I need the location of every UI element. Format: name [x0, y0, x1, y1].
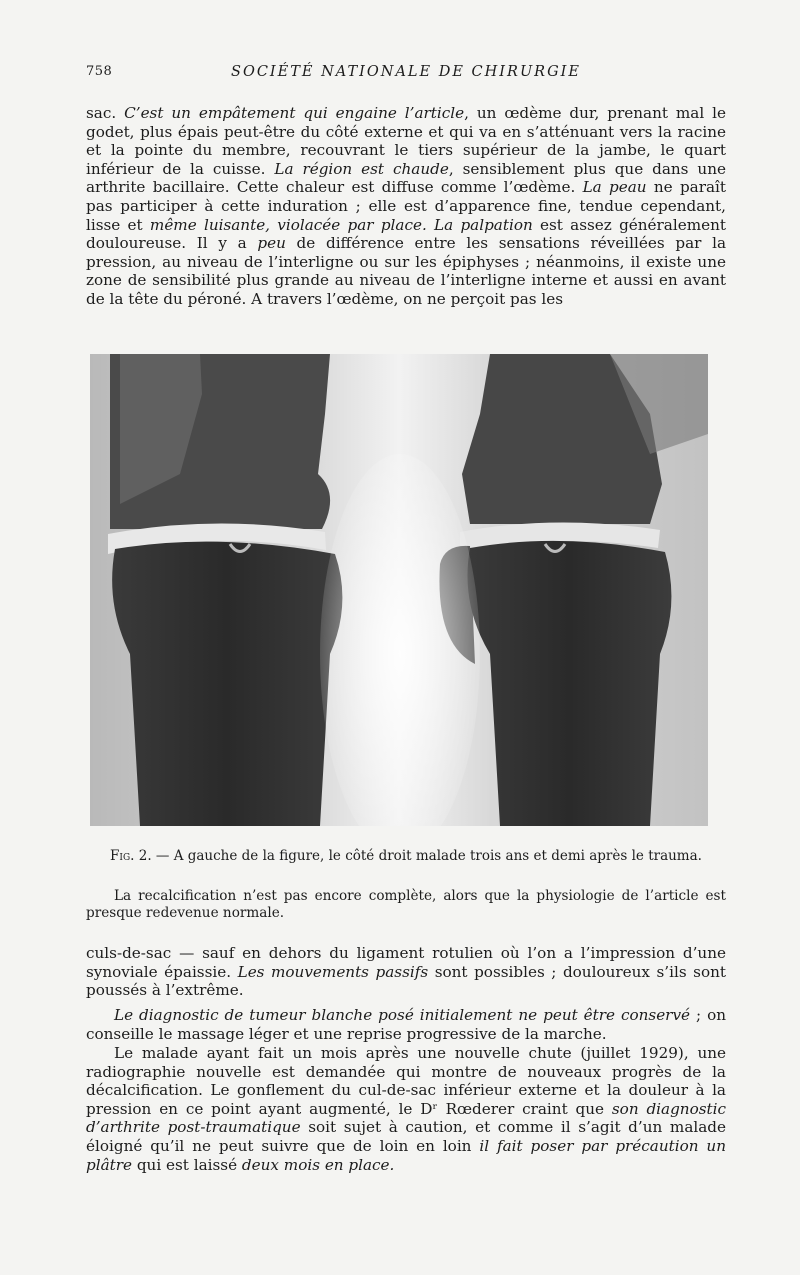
- italic-span: il fait poser par précaution un plâtre: [86, 1136, 726, 1174]
- italic-span: La peau: [582, 178, 647, 197]
- knee-radiograph-figure: [90, 354, 708, 826]
- text-span: de différence entre les sensations réveillées par la pression, au niveau de l’interligne ou sur les épiphyses ; néanmoins, il existe une zone de sensibilité plus grande au niveau de l’interligne interne et aussi en avant de la tête du péroné. A travers l’œdème, on ne perçoit pas les: [86, 234, 726, 308]
- text-span: ne paraît pas participer à cette induration ; elle est d’apparence fine, tendue cependant, lisse et: [86, 178, 727, 234]
- italic-span: C’est un empâtement qui engaine l’article: [124, 104, 465, 122]
- caption-text: — A gauche de la figure, le côté droit malade trois ans et demi après le trauma.: [151, 848, 702, 864]
- knee-radiograph-image: [90, 354, 708, 826]
- italic-span: Le diagnostic de tumeur blanche posé initialement ne peut être conservé: [114, 1006, 691, 1024]
- text-span: soit sujet à caution, et comme il s’agit d’un malade éloigné qu’il ne peut suivre que de loin en loin: [86, 1118, 726, 1155]
- page-header: [86, 64, 726, 84]
- page-number: 758: [86, 64, 113, 79]
- running-head: SOCIÉTÉ NATIONALE DE CHIRURGIE: [231, 64, 581, 80]
- text-span: est assez généralement douloureuse. Il y a: [86, 215, 726, 253]
- text-span: ; on conseille le massage léger et une reprise progressive de la marche.: [86, 1006, 726, 1043]
- text-span: Le malade ayant fait un mois après une nouvelle chute (juillet 1929), une radiographie nouvelle est demandée qui montre de nouveaux progrès de la décalcification. Le gonflement du cul-de-sac inférieur externe et la douleur à la pression en ce point ayant augmenté, le Dʳ Rœderer craint que: [86, 1044, 726, 1118]
- text-span: qui est laissé: [132, 1155, 242, 1174]
- body-paragraph-2: [86, 1006, 726, 1043]
- text-span: sont possibles ; douloureux s’ils sont poussés à l’extrême.: [86, 962, 727, 1000]
- top-paragraph: [86, 104, 726, 309]
- italic-span: La région est chaude: [274, 159, 449, 178]
- italic-span: son diagnostic d’arthrite post-traumatique: [86, 1099, 726, 1137]
- caption-label: Fig. 2.: [110, 848, 152, 864]
- italic-span: même luisante, violacée par place. La palpation: [149, 215, 533, 234]
- figure-note: La recalcification n’est pas encore complète, alors que la physiologie de l’article est presque redevenue normale.: [86, 888, 726, 921]
- text-span: , sensiblement plus que dans une arthrite bacillaire. Cette chaleur est diffuse comme l’œdème.: [86, 159, 726, 197]
- italic-span: deux mois en place.: [241, 1155, 395, 1174]
- body-paragraph-1: [86, 944, 726, 1000]
- text-span: , un œdème dur, prenant mal le godet, plus épais peut-être du côté externe et qui va en s’atténuant vers la racine et la pointe du membre, recouvrant le tiers supérieur de la jambe, le quart inférieur de la cuisse.: [86, 104, 726, 178]
- figure-caption: [86, 848, 726, 865]
- italic-span: Les mouvements passifs: [237, 962, 429, 981]
- italic-span: peu: [257, 234, 286, 253]
- text-span: culs-de-sac — sauf en dehors du ligament rotulien où l’on a l’impression d’une synoviale épaissie.: [86, 944, 726, 981]
- text-span: sac.: [86, 104, 125, 122]
- body-paragraph-3: [86, 1044, 726, 1174]
